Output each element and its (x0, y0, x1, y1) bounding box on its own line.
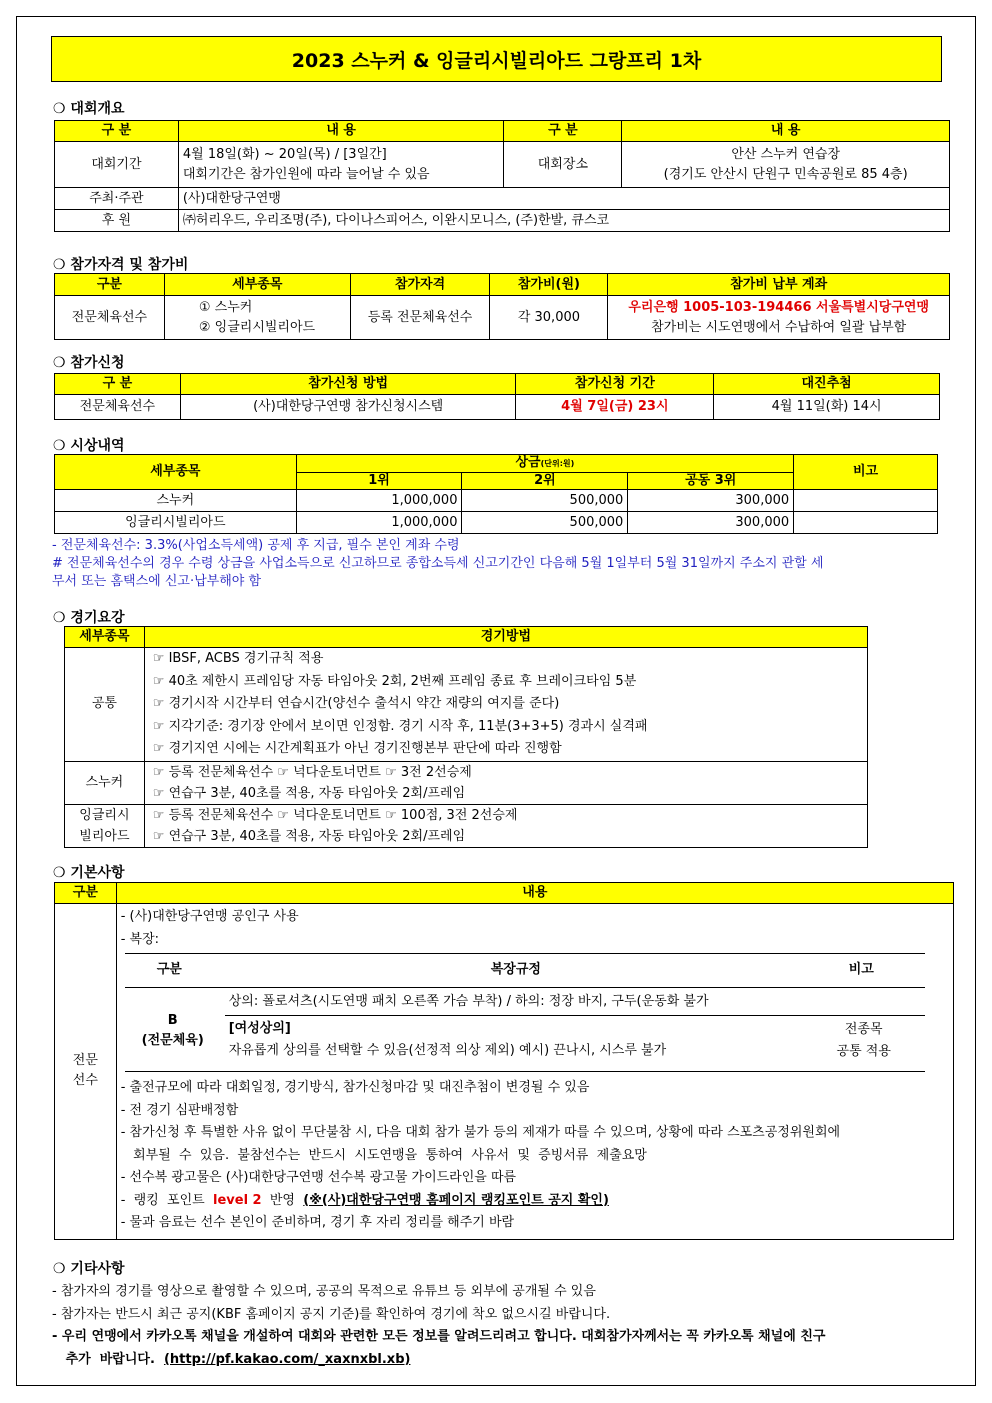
rule-item: ☞ 40초 제한시 프레임당 자동 타임아웃 2회, 2번째 프레임 종료 후 브레이크타임 5분 (152, 673, 637, 689)
ranking-level: level 2 (213, 1192, 262, 1208)
venue-value (622, 142, 950, 188)
dress-cat2: (전문체육) (141, 1033, 204, 1048)
venue-line1: 안산 스누커 연습장 (731, 146, 841, 162)
rules-english-label1: 잉글리시 (79, 807, 130, 823)
elig-h-event: 세부종목 (164, 274, 350, 296)
ranking-mid: 반영 (261, 1192, 304, 1208)
elig-events (164, 296, 350, 340)
venue-line2: (경기도 안산시 단원구 민속공원로 85 4층) (663, 166, 908, 182)
elig-fee: 각 30,000 (490, 296, 608, 340)
rule-item: ☞ 연습구 3분, 40초를 적용, 자동 타임아웃 2회/프레임 (152, 828, 466, 844)
basics-line: - 선수복 광고물은 (사)대한당구연맹 선수복 광고물 가이드라인을 따름 (120, 1170, 517, 1185)
rules-common (144, 648, 867, 762)
prize-1: 1,000,000 (296, 490, 462, 512)
dress-note2: 공통 적용 (836, 1044, 891, 1059)
misc-line: - 참가자의 경기를 영상으로 촬영할 수 있으며, 공공의 목적으로 유튜브 등 외부에 공개될 수 있음 (52, 1284, 596, 1299)
rules-snooker-label: 스누커 (65, 761, 145, 804)
overview-table (54, 120, 950, 232)
eligibility-table (54, 273, 950, 340)
basics-content (116, 904, 953, 1240)
table-row (55, 490, 938, 512)
rule-item: ☞ 지각기준: 경기장 안에서 보이면 인정함. 경기 시작 후, 11분(3+3+5) 경과시 실격패 (152, 718, 648, 734)
basics-ranking-line (121, 1190, 949, 1213)
prize-h-prize-label: 상금 (515, 455, 541, 470)
table-row (55, 512, 938, 534)
elig-account: 우리은행 1005-103-194466 서울특별시당구연맹 (628, 299, 930, 315)
dress-code-block (121, 951, 949, 1077)
app-cat: 전문체육선수 (55, 395, 181, 420)
prize-event: 스누커 (55, 490, 297, 512)
basics-cat2: 선수 (72, 1073, 98, 1089)
misc-notes (52, 1281, 825, 1371)
prize-note-report-line1: # 전문체육선수의 경우 수령 상금을 사업소득으로 신고하므로 종합소득세 신고기간인 다음해 5월 1일부터 5월 31일까지 주소지 관할 세 (52, 556, 824, 571)
prize-note (794, 512, 938, 534)
basics-line: - 출전규모에 따라 대회일정, 경기방식, 참가신청마감 및 대진추첨이 변경될 수 있음 (120, 1080, 590, 1095)
rules-h-method: 경기방법 (144, 627, 867, 648)
prize-h-note: 비고 (794, 455, 938, 490)
ranking-pre: - 랭킹 포인트 (120, 1192, 213, 1208)
basics-h-content: 내용 (116, 883, 953, 904)
prize-note (794, 490, 938, 512)
elig-h-fee: 참가비(원) (490, 274, 608, 296)
prize-note-tax: - 전문체육선수: 3.3%(사업소득세액) 공제 후 지급, 필수 본인 계좌 수령 (52, 538, 460, 553)
host-label: 주최·주관 (55, 188, 179, 210)
page-title: 2023 스누커 & 잉글리시빌리아드 그랑프리 1차 (51, 36, 942, 82)
basics-line: - 참가신청 후 특별한 사유 없이 무단불참 시, 다음 대회 참가 불가 등의 제재가 따를 수 있으며, 상황에 따라 스포츠공정위원회에 (120, 1125, 841, 1140)
dress-note1: 전종목 (844, 1022, 883, 1037)
dress-h-rule: 복장규정 (490, 962, 541, 977)
section-misc: ❍ 기타사항 (53, 1261, 125, 1277)
app-method: (사)대한당구연맹 참가신청시스템 (180, 395, 516, 420)
prize-h-prize (296, 455, 794, 473)
host-value: (사)대한당구연맹 (178, 188, 949, 210)
prize-h-2: 2위 (462, 473, 628, 490)
overview-h-content: 내 용 (178, 121, 504, 142)
rules-english-label (65, 804, 145, 847)
basics-line: - 전 경기 심판배정함 (120, 1102, 239, 1118)
dress-rule-line (125, 987, 925, 988)
prize-note-report (52, 555, 962, 591)
app-draw: 4월 11일(화) 14시 (714, 395, 940, 420)
elig-h-qual: 참가자격 (350, 274, 490, 296)
elig-account-note: 참가비는 시도연맹에서 수납하여 일괄 납부함 (651, 319, 907, 335)
dress-rule-line (125, 1071, 925, 1072)
prize-h-3: 공동 3위 (628, 473, 794, 490)
rule-item: ☞ 등록 전문체육선수 ☞ 넉다운토너먼트 ☞ 100점, 3전 2선승제 (152, 807, 518, 823)
basics-line: - 복장: (120, 931, 160, 947)
sponsor-label: 후 원 (55, 210, 179, 232)
application-table (54, 373, 940, 420)
app-period: 4월 7일(금) 23시 (516, 395, 714, 420)
basics-cat (55, 904, 117, 1240)
prize-event: 잉글리시빌리아드 (55, 512, 297, 534)
rule-item: ☞ 등록 전문체육선수 ☞ 넉다운토너먼트 ☞ 3전 2선승제 (152, 764, 472, 780)
rules-english (144, 804, 867, 847)
period-line2: 대회기간은 참가인원에 따라 늘어날 수 있음 (182, 166, 430, 182)
basics-table (54, 882, 954, 1240)
elig-event1: ① 스누커 (198, 299, 253, 315)
app-h-period: 참가신청 기간 (516, 374, 714, 395)
basics-line: 회부될 수 있음. 불참선수는 반드시 시도연맹을 통하여 사유서 및 증빙서류 제출요망 (120, 1147, 647, 1163)
misc-line: - 참가자는 반드시 최근 공지(KBF 홈페이지 공지 기준)를 확인하여 경기에 착오 없으시길 바랍니다. (52, 1306, 611, 1322)
elig-event2: ② 잉글리시빌리아드 (198, 319, 316, 335)
dress-rule1: 상의: 폴로셔츠(시도연맹 패치 오른쪽 가슴 부착) / 하의: 정장 바지, 구두(운동화 불가 (228, 994, 709, 1009)
dress-h-note: 비고 (848, 962, 874, 977)
misc-line (52, 1349, 825, 1372)
prize-3: 300,000 (628, 512, 794, 534)
prize-table (54, 454, 938, 534)
section-rules: ❍ 경기요강 (53, 610, 125, 626)
elig-qual: 등록 전문체육선수 (350, 296, 490, 340)
app-h-cat: 구 분 (55, 374, 181, 395)
rule-item: ☞ 경기시작 시간부터 연습시간(양선수 출석시 약간 재량의 여지를 준다) (152, 696, 560, 711)
basics-line: - 물과 음료는 선수 본인이 준비하며, 경기 후 자리 정리를 해주기 바람 (120, 1215, 515, 1230)
section-overview: ❍ 대회개요 (53, 101, 125, 117)
kakao-channel-link[interactable]: (http://pf.kakao.com/_xaxnxbl.xb) (163, 1351, 411, 1367)
elig-account-cell (608, 296, 950, 340)
section-basics: ❍ 기본사항 (53, 865, 125, 881)
basics-h-cat: 구분 (55, 883, 117, 904)
prize-h-1: 1위 (296, 473, 462, 490)
misc-line: - 우리 연맹에서 카카오톡 채널을 개설하여 대회와 관련한 모든 정보를 알려드리려고 합니다. 대회참가자께서는 꼭 카카오톡 채널에 친구 (52, 1329, 826, 1344)
period-label: 대회기간 (55, 142, 179, 188)
rules-h-event: 세부종목 (65, 627, 145, 648)
prize-h-unit: (단위:원) (540, 459, 575, 468)
rules-common-label: 공통 (65, 648, 145, 762)
misc-line-pre: 추가 바랍니다. (52, 1351, 164, 1367)
dress-women-title: [여성상의] (228, 1021, 291, 1036)
section-application: ❍ 참가신청 (53, 355, 125, 371)
app-h-draw: 대진추첨 (714, 374, 940, 395)
overview-h-category: 구 분 (55, 121, 179, 142)
rule-item: ☞ 연습구 3분, 40초를 적용, 자동 타임아웃 2회/프레임 (152, 785, 466, 801)
elig-cat: 전문체육선수 (55, 296, 165, 340)
rules-table (64, 626, 868, 848)
prize-note-report-line2: 무서 또는 홈택스에 신고·납부해야 함 (52, 574, 262, 589)
period-value (178, 142, 504, 188)
dress-cat (137, 1011, 209, 1051)
overview-h-content2: 내 용 (622, 121, 950, 142)
sponsor-value: ㈜허리우드, 우리조명(주), 다이나스피어스, 이완시모니스, (주)한발, 큐스코 (178, 210, 949, 232)
dress-rule-line (225, 1015, 925, 1016)
dress-rule-line (125, 953, 925, 954)
section-prizes: ❍ 시상내역 (53, 438, 125, 454)
basics-cat1: 전문 (72, 1053, 98, 1069)
app-h-method: 참가신청 방법 (180, 374, 516, 395)
prize-2: 500,000 (462, 512, 628, 534)
basics-line: - (사)대한당구연맹 공인구 사용 (120, 909, 299, 924)
section-eligibility: ❍ 참가자격 및 참가비 (53, 257, 189, 273)
rules-snooker (144, 761, 867, 804)
rule-item: ☞ IBSF, ACBS 경기규칙 적용 (152, 651, 324, 666)
prize-1: 1,000,000 (296, 512, 462, 534)
prize-3: 300,000 (628, 490, 794, 512)
rules-english-label2: 빌리아드 (79, 828, 130, 844)
prize-2: 500,000 (462, 490, 628, 512)
dress-cat1: B (167, 1013, 178, 1028)
prize-h-event: 세부종목 (55, 455, 297, 490)
overview-h-category2: 구 분 (504, 121, 622, 142)
period-line1: 4월 18일(화) ~ 20일(목) / [3일간] (182, 146, 387, 162)
ranking-notice-link[interactable]: (※(사)대한당구연맹 홈페이지 랭킹포인트 공지 확인) (303, 1192, 609, 1208)
venue-label: 대회장소 (504, 142, 622, 188)
elig-h-account: 참가비 납부 계좌 (608, 274, 950, 296)
rule-item: ☞ 경기지연 시에는 시간계획표가 아닌 경기진행본부 판단에 따라 진행함 (152, 741, 562, 756)
dress-note (821, 1019, 907, 1063)
dress-women-rule: 자유롭게 상의를 선택할 수 있음(선정적 의상 제외) 예시) 끈나시, 시스루 불가 (228, 1043, 667, 1058)
dress-h-cat: 구분 (156, 962, 182, 977)
elig-h-cat: 구분 (55, 274, 165, 296)
